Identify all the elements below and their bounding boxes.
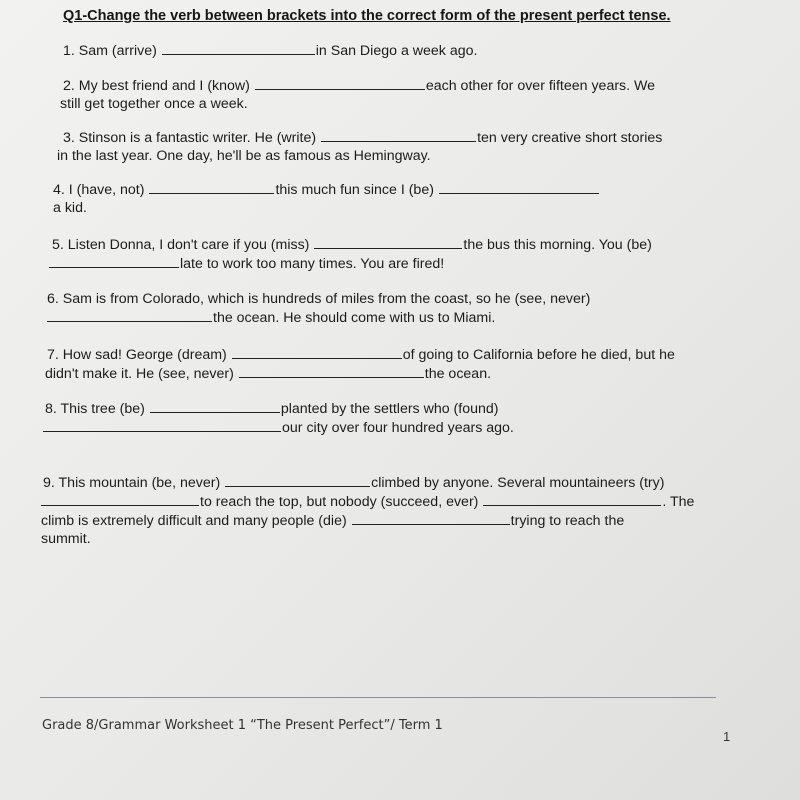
- exercise-title: Q1-Change the verb between brackets into the correct form of the present perfect tense.: [63, 8, 671, 24]
- question-7: [45, 345, 675, 383]
- answer-blank-2[interactable]: [255, 76, 425, 90]
- answer-blank-9c[interactable]: [483, 492, 661, 506]
- question-5-text-c: late to work too many times. You are fired!: [180, 256, 445, 272]
- question-9-text-f: trying to reach the: [510, 513, 625, 529]
- question-2-text-c: still get together once a week.: [60, 96, 248, 112]
- question-2-text-b: each other for over fifteen years. We: [425, 78, 656, 94]
- question-4-text-a: 4. I (have, not): [53, 182, 145, 198]
- question-9-text-e: climb is extremely difficult and many people (die): [41, 513, 347, 529]
- answer-blank-8a[interactable]: [150, 399, 280, 413]
- answer-blank-5a[interactable]: [314, 235, 462, 249]
- answer-blank-5b[interactable]: [49, 254, 179, 268]
- answer-blank-3[interactable]: [321, 128, 476, 142]
- question-5: [49, 235, 652, 273]
- question-9-text-d: . The: [662, 494, 695, 510]
- question-7-text-b: of going to California before he died, but he: [402, 347, 675, 363]
- question-8-text-a: 8. This tree (be): [45, 401, 145, 417]
- question-3-text-a: 3. Stinson is a fantastic writer. He (write): [63, 130, 317, 146]
- question-7-text-c: didn't make it. He (see, never): [45, 366, 234, 382]
- question-8-text-b: planted by the settlers who (found): [280, 401, 499, 417]
- question-9-text-c: to reach the top, but nobody (succeed, ever): [200, 494, 479, 510]
- question-1-text-b: in San Diego a week ago.: [315, 43, 478, 59]
- answer-blank-6[interactable]: [47, 308, 212, 322]
- question-4-text-b: this much fun since I (be): [275, 182, 434, 198]
- question-2-text-a: 2. My best friend and I (know): [63, 78, 250, 94]
- question-6-text-a: 6. Sam is from Colorado, which is hundreds of miles from the coast, so he (see, never): [47, 291, 591, 307]
- question-9-text-a: 9. This mountain (be, never): [43, 475, 221, 491]
- answer-blank-1[interactable]: [162, 41, 315, 55]
- footer-divider: [40, 697, 716, 698]
- question-6: [47, 290, 590, 327]
- answer-blank-4a[interactable]: [149, 180, 274, 194]
- question-3-text-b: ten very creative short stories: [477, 130, 663, 146]
- question-5-text-b: the bus this morning. You (be): [463, 237, 652, 253]
- question-1: [63, 41, 477, 60]
- question-7-text-a: 7. How sad! George (dream): [47, 347, 227, 363]
- question-6-text-b: the ocean. He should come with us to Miami.: [213, 310, 496, 326]
- question-9-text-b: climbed by anyone. Several mountaineers (try): [371, 475, 665, 491]
- question-7-text-d: the ocean.: [424, 366, 492, 382]
- question-3: [57, 128, 662, 165]
- question-8-text-c: our city over four hundred years ago.: [282, 420, 514, 436]
- answer-blank-8b[interactable]: [43, 418, 281, 432]
- footer-title: Grade 8/Grammar Worksheet 1 “The Present Perfect”/ Term 1: [42, 718, 443, 733]
- question-8: [43, 399, 514, 437]
- question-9-text-g: summit.: [41, 531, 91, 547]
- answer-blank-7a[interactable]: [232, 345, 402, 359]
- page-number: 1: [723, 729, 731, 744]
- question-2: [60, 76, 655, 113]
- answer-blank-9a[interactable]: [225, 473, 370, 487]
- question-9: [41, 473, 694, 548]
- answer-blank-9b[interactable]: [41, 492, 199, 506]
- question-3-text-c: in the last year. One day, he'll be as famous as Hemingway.: [57, 148, 431, 164]
- answer-blank-9d[interactable]: [352, 511, 510, 525]
- answer-blank-4b[interactable]: [439, 180, 599, 194]
- question-4-text-c: a kid.: [53, 200, 87, 216]
- answer-blank-7b[interactable]: [239, 364, 424, 378]
- question-1-text-a: 1. Sam (arrive): [63, 43, 157, 59]
- question-4: [53, 180, 600, 217]
- question-5-text-a: 5. Listen Donna, I don't care if you (miss): [52, 237, 310, 253]
